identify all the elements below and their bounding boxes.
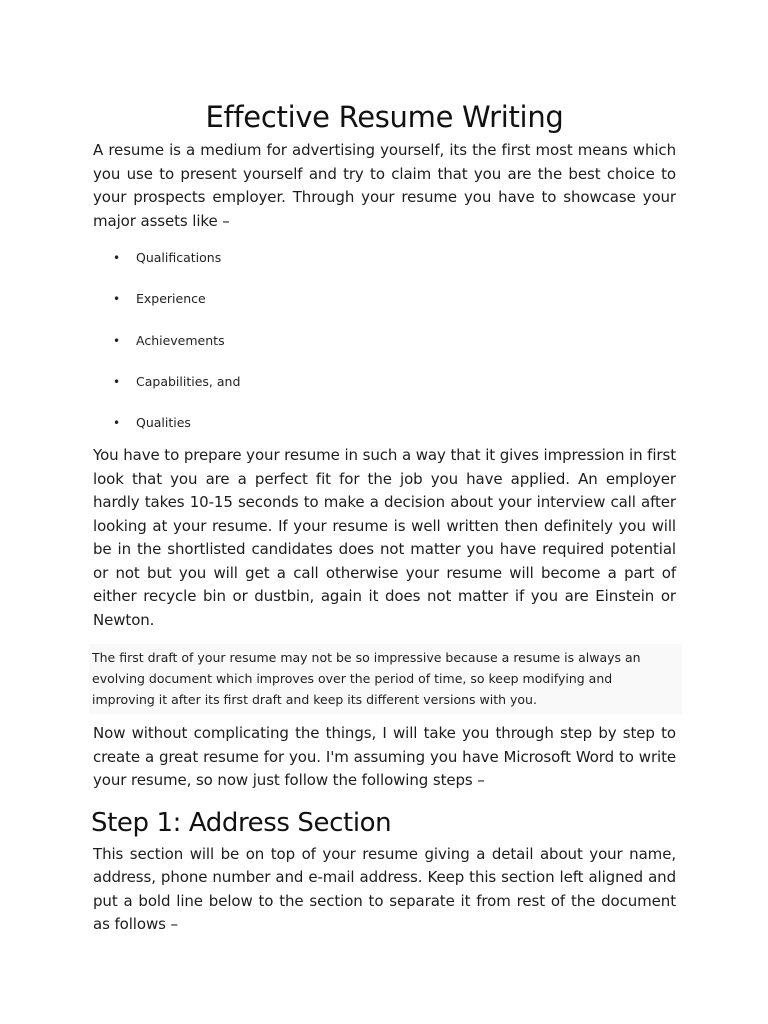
list-item [113,291,676,332]
list-item [113,250,676,291]
bullet-dot: • [113,416,121,431]
bullet-dot: • [113,292,121,307]
step-body-paragraph: This section will be on top of your resume giving a detail about your name, address, phone number and e-mail address. Keep this section left aligned and put a bold line below to the section to separate it from rest of the document as follows – [93,844,676,934]
list-item [113,333,676,374]
body-paragraph: Now without complicating the things, I will take you through step by step to create a great resume for you. I'm assuming you have Microsoft Word to write your resume, so now just follow the following steps – [93,724,676,790]
list-item [113,374,676,415]
list-item-label: Qualities [136,415,191,431]
list-item-label: Achievements [136,332,225,348]
list-item-label: Qualifications [136,250,222,265]
bullet-dot: • [113,333,121,348]
intro-paragraph: A resume is a medium for advertising yourself, its the first most means which you use to present yourself and try to claim that you are the best choice to your prospects employer. Through your resume you have to showcase your major assets like – [93,141,676,230]
bullet-dot: • [113,374,121,389]
assets-list [113,250,676,456]
bullet-dot: • [113,251,121,265]
body-paragraph: You have to prepare your resume in such a way that it gives impression in first look that you are a perfect fit for the job you have applied. An employer hardly takes 10-15 seconds to make a decision about your interview call after looking at your resume. If your resume is well written then definitely you will be in the shortlisted candidates does not matter you have required potential or not but you will get a call otherwise your resume will become a part of either recycle bin or dustbin, again it does not matter if you are Einstein or Newton. [93,446,676,629]
list-item-label: Experience [136,291,206,307]
step-heading: Step 1: Address Section [91,807,392,838]
list-item [113,415,676,456]
list-item-label: Capabilities, and [136,373,241,389]
note-box: The first draft of your resume may not be so impressive because a resume is always an evolving document which improves over the period of time, so keep modifying and improving it after its first draft and keep its different versions with you. [89,644,682,714]
document-title: Effective Resume Writing [205,100,564,134]
